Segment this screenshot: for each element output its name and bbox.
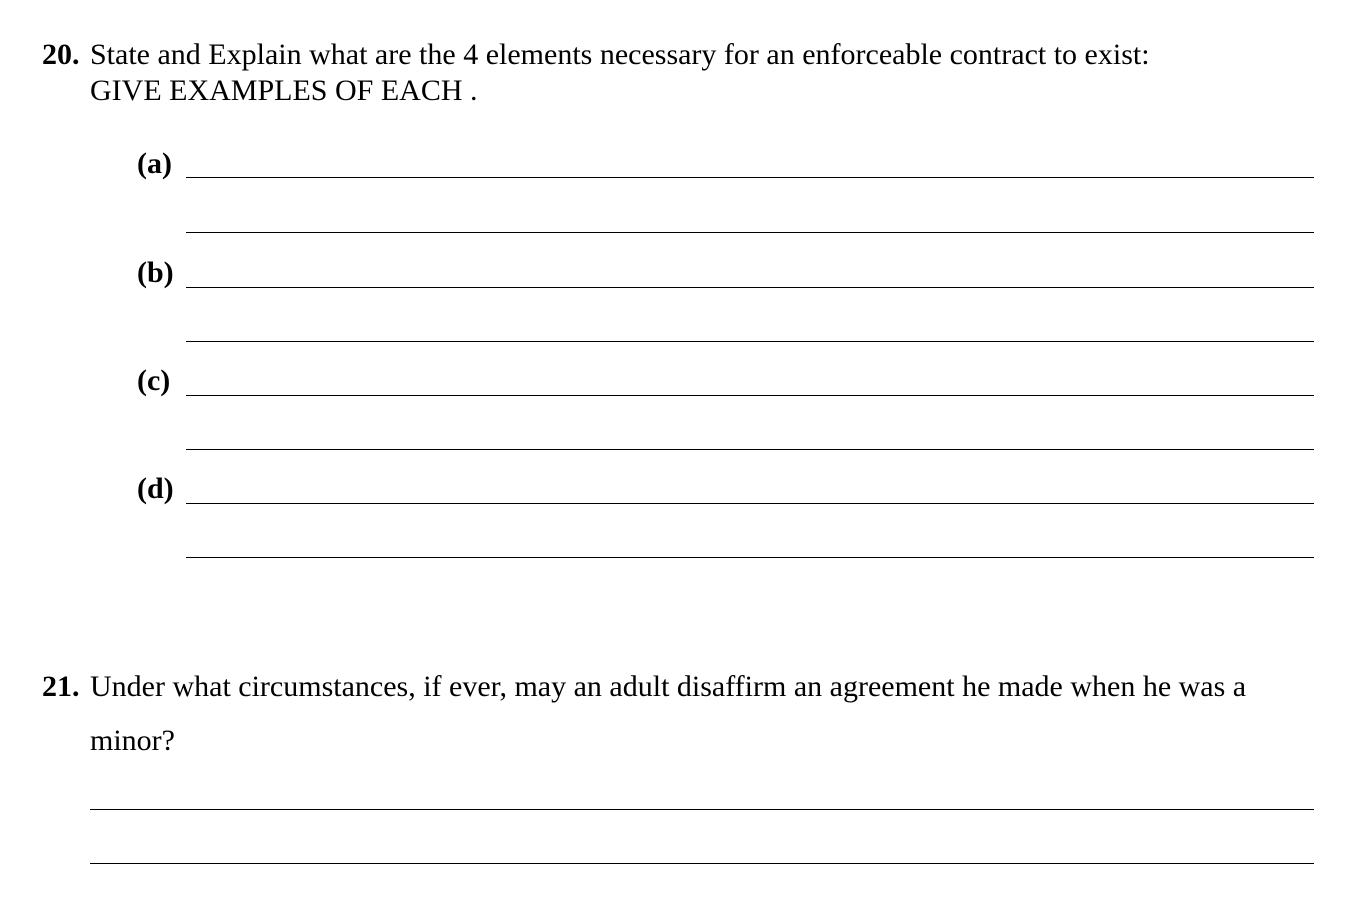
answer-line xyxy=(186,449,1314,450)
answer-line xyxy=(186,395,1314,396)
answer-line xyxy=(186,503,1314,504)
question-text-line-2: GIVE EXAMPLES OF EACH . xyxy=(90,74,478,107)
item-label-a: (a) xyxy=(137,147,172,180)
answer-line xyxy=(90,863,1314,864)
question-text-line-1: Under what circumstances, if ever, may an adult disaffirm an agreement he made when he was a xyxy=(90,670,1247,703)
question-number: 20. xyxy=(42,38,80,71)
answer-line xyxy=(90,809,1314,810)
question-text-line-1: State and Explain what are the 4 elements necessary for an enforceable contract to exist: xyxy=(90,38,1150,71)
question-number: 21. xyxy=(42,670,80,703)
answer-line xyxy=(186,177,1314,178)
answer-line xyxy=(186,341,1314,342)
item-label-d: (d) xyxy=(137,472,174,505)
answer-line xyxy=(186,232,1314,233)
item-label-c: (c) xyxy=(137,364,171,397)
answer-line xyxy=(186,287,1314,288)
question-text-line-2: minor? xyxy=(90,724,175,757)
item-label-b: (b) xyxy=(137,256,174,289)
answer-line xyxy=(186,557,1314,558)
